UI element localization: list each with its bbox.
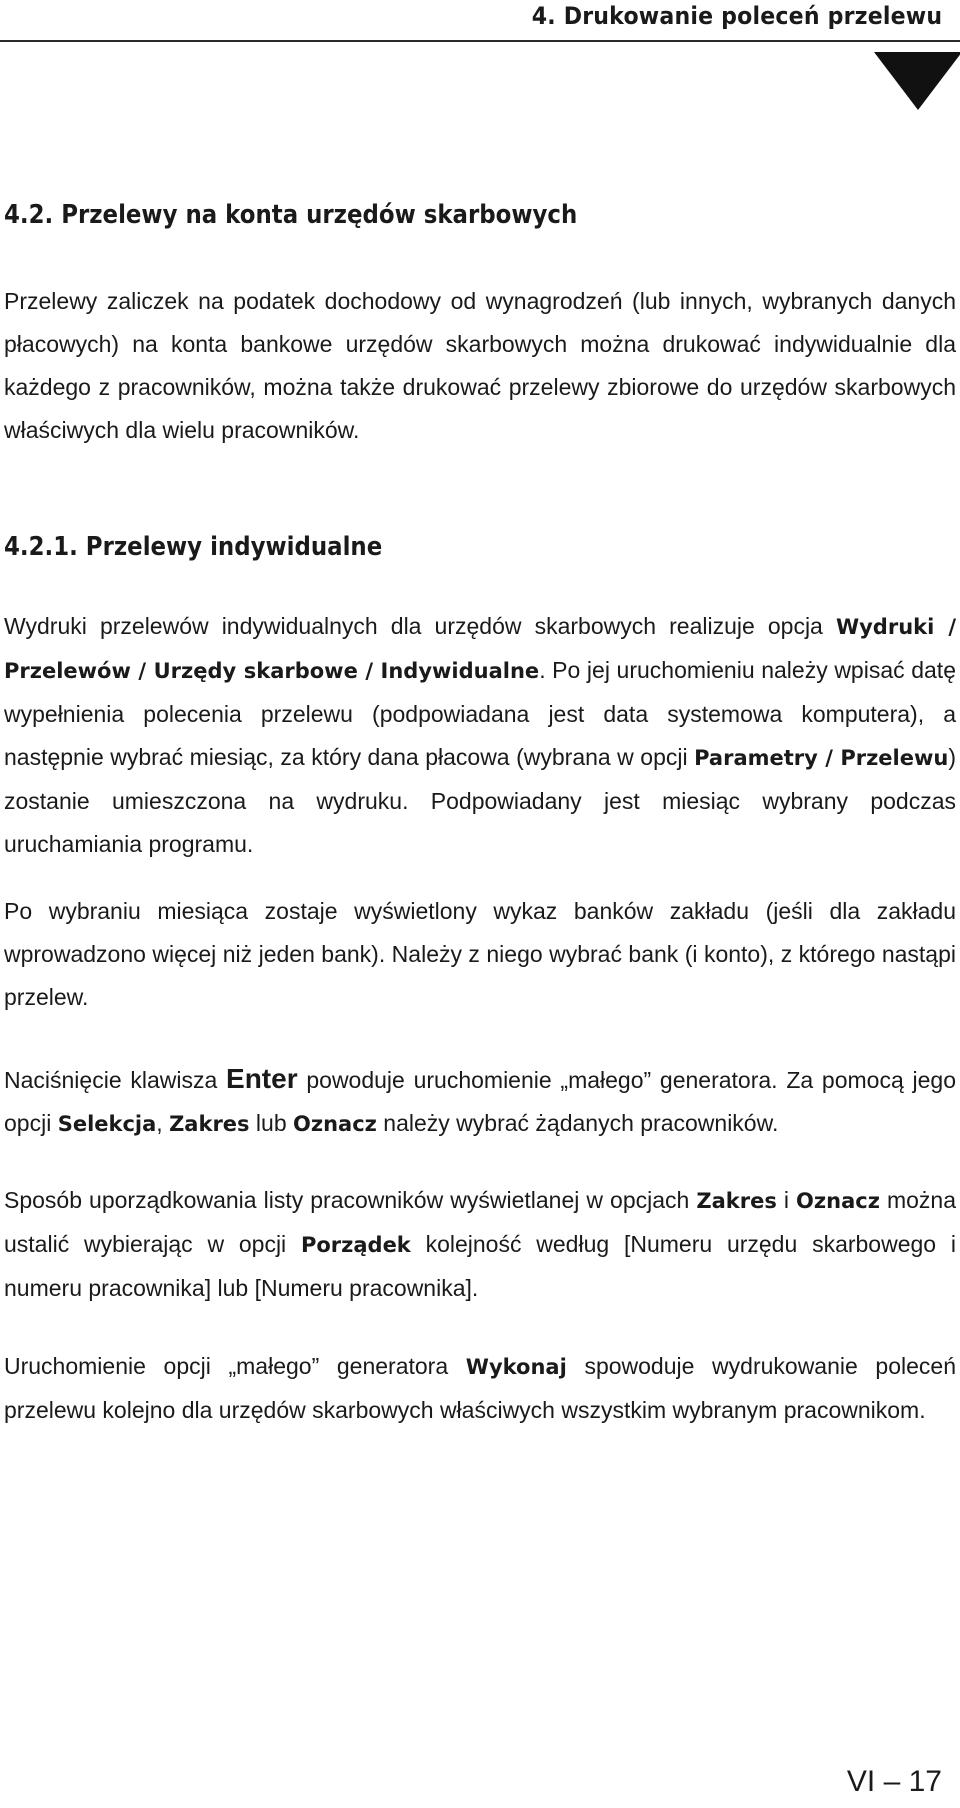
paragraph-ordering	[4, 1179, 956, 1310]
text-run: można ustalić wybierając w opcji	[4, 1187, 956, 1257]
option-selekcja: Selekcja	[57, 1112, 157, 1136]
header-rule	[0, 40, 960, 42]
text-run: ) zostanie umieszczona na wydruku. Podpowiadany jest miesiąc wybrany podczas uruchamiania programu.	[4, 744, 957, 857]
option-oznacz: Oznacz	[796, 1189, 880, 1213]
subsection-heading: 4.2.1. Przelewy indywidualne	[4, 532, 383, 562]
section-heading: 4.2. Przelewy na konta urzędów skarbowych	[4, 200, 578, 230]
paragraph-bank-list: Po wybraniu miesiąca zostaje wyświetlony wykaz banków zakładu (jeśli dla zakładu wprowadzono więcej niż jeden bank). Należy z niego wybrać bank (i konto), z którego nastąpi przelew.	[4, 898, 956, 1010]
chapter-title: 4. Drukowanie poleceń przelewu	[531, 2, 942, 30]
option-oznacz: Oznacz	[293, 1112, 377, 1136]
text-run: Sposób uporządkowania listy pracowników wyświetlanej w opcjach	[4, 1187, 697, 1213]
option-zakres: Zakres	[696, 1189, 777, 1213]
text-run: kolejność według [Numeru urzędu skarbowego i numeru pracownika] lub [Numeru pracownika].	[4, 1231, 956, 1301]
option-zakres: Zakres	[169, 1112, 250, 1136]
text-run: powoduje uruchomienie „małego” generatora. Za pomocą jego opcji	[4, 1067, 956, 1136]
down-triangle-icon	[874, 52, 960, 110]
text-run: spowoduje wydrukowanie poleceń przelewu kolejno dla urzędów skarbowych właściwych wszystkim wybranym pracownikom.	[4, 1353, 956, 1423]
text-run: Wydruki przelewów indywidualnych dla urzędów skarbowych realizuje opcja	[4, 613, 836, 639]
text-run: Naciśnięcie klawisza	[4, 1067, 227, 1093]
text-run: i	[776, 1187, 797, 1213]
menu-path-bold: Parametry / Przelewu	[694, 746, 949, 770]
text-run: Uruchomienie opcji „małego” generatora	[4, 1353, 466, 1379]
option-wykonaj: Wykonaj	[465, 1355, 567, 1379]
option-porzadek: Porządek	[300, 1233, 411, 1257]
section-intro-paragraph: Przelewy zaliczek na podatek dochodowy od wynagrodzeń (lub innych, wybranych danych płacowych) na konta bankowe urzędów skarbowych można drukować indywidualnie dla każdego z pracowników, można także drukować przelewy zbiorowe do urzędów skarbowych właściwych dla wielu pracowników.	[4, 288, 956, 443]
text-run: lub	[249, 1110, 294, 1136]
paragraph-generator	[4, 1057, 956, 1146]
page-number: VI – 17	[846, 1765, 942, 1798]
text-run: ,	[156, 1110, 170, 1136]
text-run: . Po jej uruchomieniu należy wpisać datę wypełnienia polecenia przelewu (podpowiadana jest data systemowa komputera), a następnie wybrać miesiąc, za który dana płacowa (wybrana w opcji	[4, 657, 956, 770]
text-run: należy wybrać żądanych pracowników.	[376, 1110, 779, 1136]
menu-path-bold: Wydruki / Przelewów / Urzędy skarbowe / Indywidualne	[4, 615, 956, 683]
paragraph-menu-option	[4, 605, 956, 866]
paragraph-execute	[4, 1345, 956, 1432]
enter-key-label: Enter	[226, 1063, 298, 1094]
